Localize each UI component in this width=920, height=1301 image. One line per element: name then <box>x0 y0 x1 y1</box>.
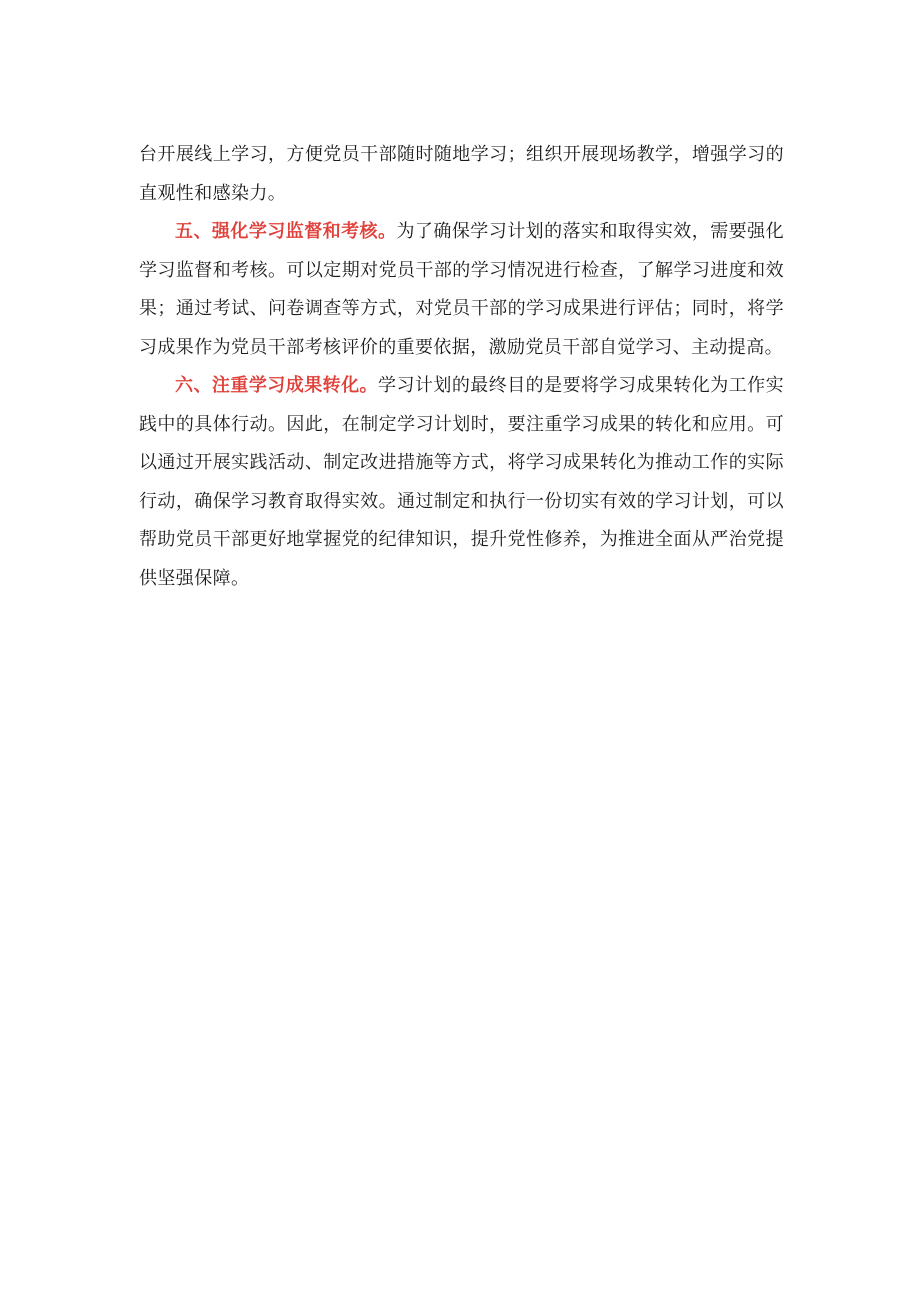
paragraph-body: 为了确保学习计划的落实和取得实效，需要强化学习监督和考核。可以定期对党员干部的学习情况进行检查，了解学习进度和效果；通过考试、问卷调查等方式，对党员干部的学习成果进行评估；同时，将学习成果作为党员干部考核评价的重要依据，激励党员干部自觉学习、主动提高。 <box>139 221 784 358</box>
document-page <box>139 136 784 598</box>
paragraph-continuation <box>139 136 784 213</box>
section-heading: 六、注重学习成果转化。 <box>175 375 379 396</box>
paragraph-body: 学习计划的最终目的是要将学习成果转化为工作实践中的具体行动。因此，在制定学习计划时，要注重学习成果的转化和应用。可以通过开展实践活动、制定改进措施等方式，将学习成果转化为推动工作的实际行动，确保学习教育取得实效。通过制定和执行一份切实有效的学习计划，可以帮助党员干部更好地掌握党的纪律知识，提升党性修养，为推进全面从严治党提供坚强保障。 <box>139 375 784 589</box>
section-heading: 五、强化学习监督和考核。 <box>175 221 397 242</box>
paragraph-section-5 <box>139 213 784 367</box>
paragraph-section-6 <box>139 367 784 598</box>
paragraph-body: 台开展线上学习，方便党员干部随时随地学习；组织开展现场教学，增强学习的直观性和感染力。 <box>139 144 784 204</box>
